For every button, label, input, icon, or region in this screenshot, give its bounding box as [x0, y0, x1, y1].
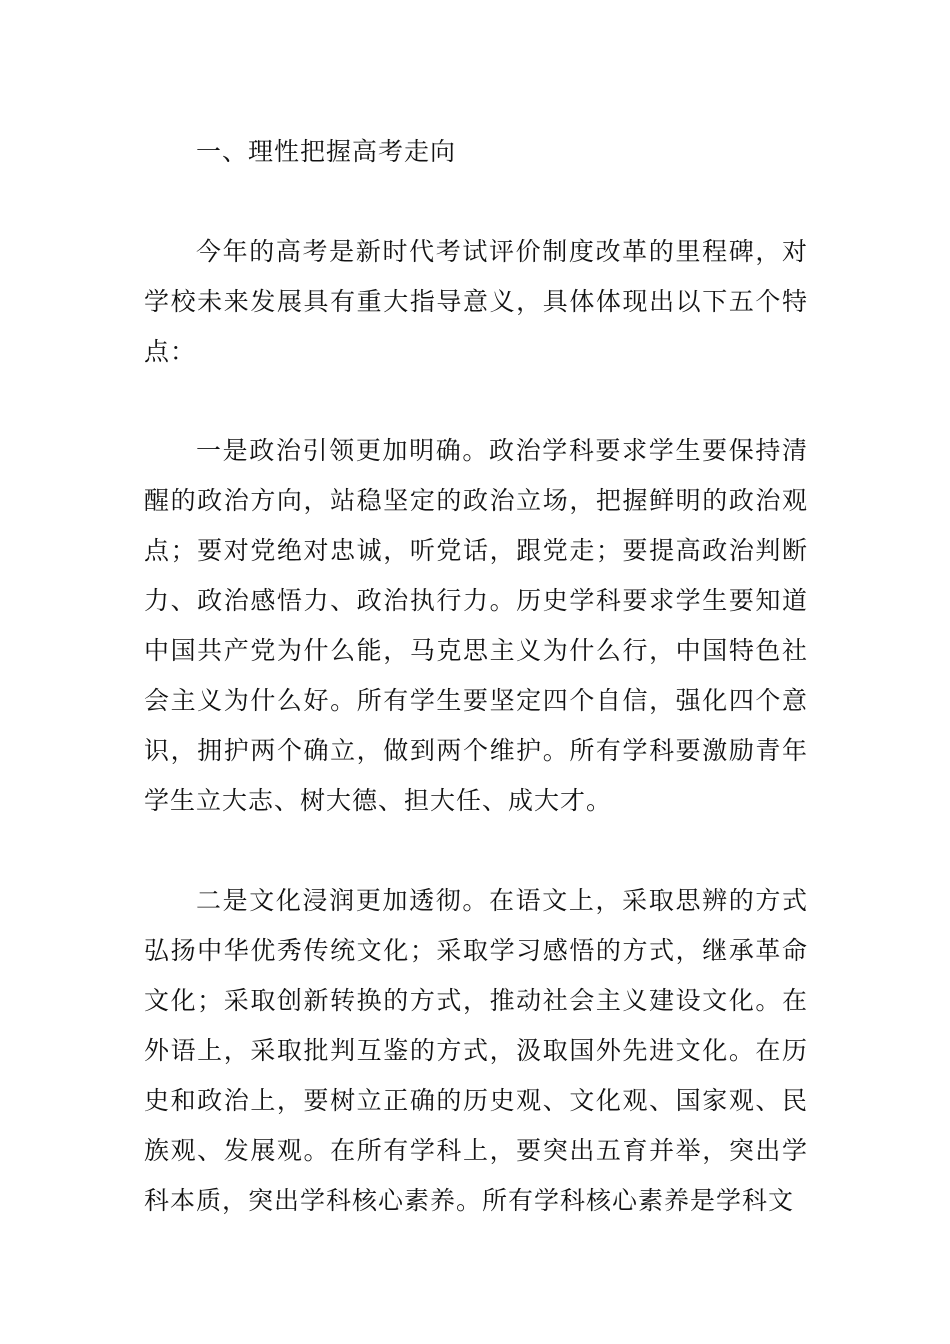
document-body — [144, 127, 808, 1226]
section-heading: 一、理性把握高考走向 — [196, 137, 457, 166]
paragraph-intro: 今年的高考是新时代考试评价制度改革的里程碑，对学校未来发展具有重大指导意义，具体体现出以下五个特点： — [144, 237, 808, 366]
paragraph-political-guidance: 一是政治引领更加明确。政治学科要求学生要保持清醒的政治方向，站稳坚定的政治立场，把握鲜明的政治观点；要对党绝对忠诚，听党话，跟党走；要提高政治判断力、政治感悟力、政治执行力。历史学科要求学生要知道中国共产党为什么能，马克思主义为什么行，中国特色社会主义为什么好。所有学生要坚定四个自信，强化四个意识，拥护两个确立，做到两个维护。所有学科要激励青年学生立大志、树大德、担大任、成大才。 — [144, 436, 808, 815]
paragraph-cultural-influence: 二是文化浸润更加透彻。在语文上，采取思辨的方式弘扬中华优秀传统文化；采取学习感悟的方式，继承革命文化；采取创新转换的方式，推动社会主义建设文化。在外语上，采取批判互鉴的方式，汲取国外先进文化。在历史和政治上，要树立正确的历史观、文化观、国家观、民族观、发展观。在所有学科上，要突出五育并举，突出学科本质，突出学科核心素养。所有学科核心素养是学科文 — [144, 886, 808, 1215]
